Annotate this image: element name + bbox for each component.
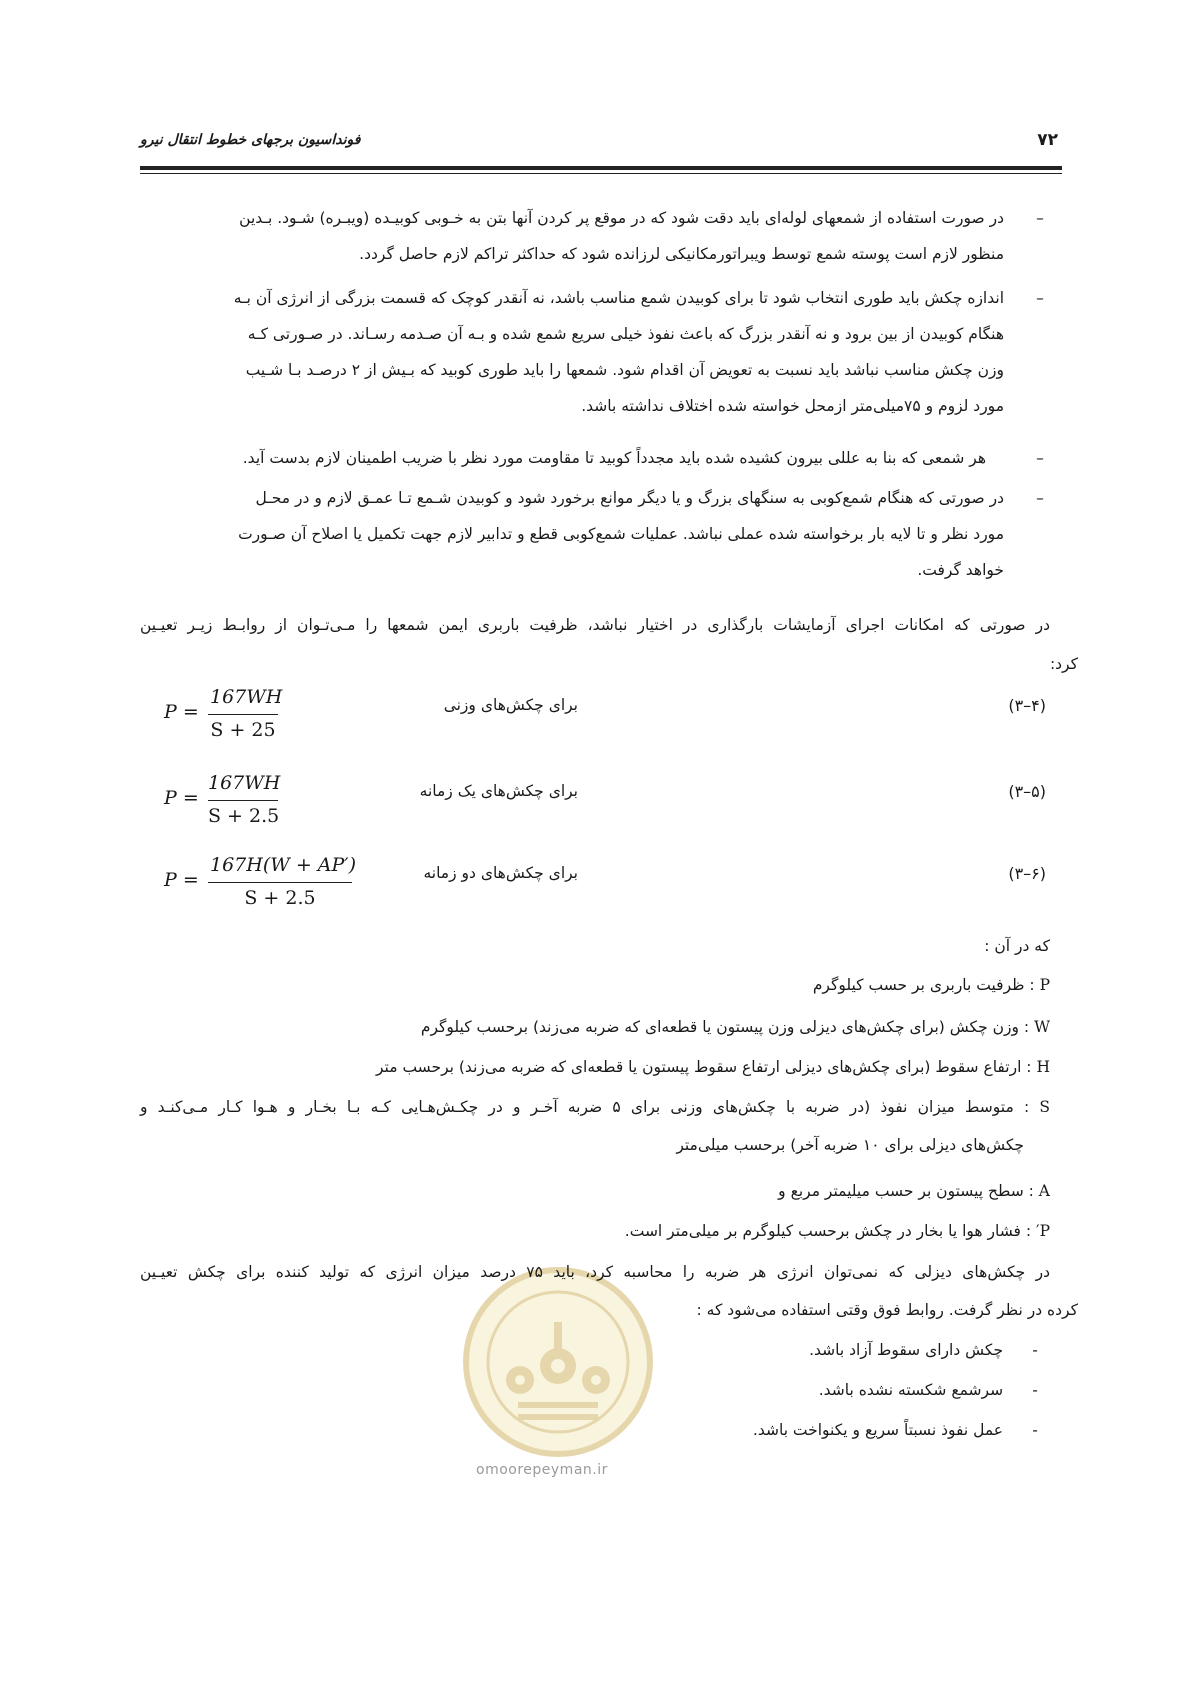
bullet-item <box>753 1412 1050 1448</box>
definition-item <box>140 1088 1050 1164</box>
bullet-item <box>140 200 1050 272</box>
formula-row <box>140 854 1050 914</box>
bullet-line: خواهد گرفت. <box>917 561 1004 579</box>
definition-text: : ظرفیت باربری بر حسب کیلوگرم <box>812 976 1035 994</box>
formula-lhs: P = <box>164 701 199 723</box>
running-header <box>140 128 1062 162</box>
formula-row <box>140 772 1050 832</box>
formula-description: برای چکش‌های وزنی <box>443 696 578 714</box>
definition-symbol: P′ <box>1036 1222 1050 1240</box>
bullet-text: چکش دارای سقوط آزاد باشد. <box>809 1341 1004 1359</box>
fraction-bar <box>208 800 278 801</box>
paragraph-line: کرد: <box>1049 655 1078 673</box>
bullet-item <box>809 1332 1050 1368</box>
formula-denominator: S + 2.5 <box>208 805 280 827</box>
bullet-marker: - <box>1032 1341 1038 1359</box>
paragraph-line: در صورتی که امکانات اجرای آزمایشات بارگذاری در اختیار نباشد، ظرفیت باربری ایمن شمعها را مـی‌تـوان از روابـط زیـر تعیـین <box>140 616 1050 634</box>
bullet-line: هر شمعی که بنا به عللی بیرون کشیده شده باید مجدداً کوبید تا مقاومت مورد نظر با ضریب اطمینان لازم بدست آید. <box>242 449 986 467</box>
fraction-bar <box>208 714 278 715</box>
definition-symbol: P <box>1039 976 1050 994</box>
bullet-line: اندازه چکش باید طوری انتخاب شود تا برای کوبیدن شمع مناسب باشد، نه آنقدر کوچک که قسمت بزرگی از انرژی آن بـه <box>233 289 1004 307</box>
bullet-item <box>819 1372 1050 1408</box>
definition-symbol: S <box>1039 1098 1050 1116</box>
formula-numerator: 167WH <box>208 772 281 794</box>
bullet-marker: – <box>1036 449 1044 467</box>
formula-numerator: 167WH <box>210 686 283 708</box>
fraction-bar <box>208 882 352 883</box>
definition-continuation: چکش‌های دیزلی برای ۱۰ ضربه آخر) برحسب میلی‌متر <box>676 1136 1024 1154</box>
formula-row <box>140 686 1050 746</box>
where-label: که در آن : <box>984 937 1050 955</box>
definition-text: : ارتفاع سقوط (برای چکش‌های دیزلی ارتفاع سقوط پیستون یا قطعه‌ای که ضربه می‌زند) برحسب متر <box>376 1058 1032 1076</box>
formula-numerator: 167H(W + AP′) <box>210 854 357 876</box>
definition-item <box>140 966 1050 1004</box>
paragraph-line: در چکش‌های دیزلی که نمی‌توان انرژی هر ضربه را محاسبه کرد، باید ۷۵ درصد میزان انرژی که تولید کننده برای چکش تعیـین <box>140 1263 1050 1281</box>
formula-description: برای چکش‌های یک زمانه <box>419 782 578 800</box>
watermark-url: omoorepeyman.ir <box>476 1462 608 1478</box>
definition-item <box>140 1048 1050 1086</box>
bullet-text: سرشمع شکسته نشده باشد. <box>818 1381 1004 1399</box>
bullet-text: عمل نفوذ نسبتاً سریع و یکنواخت باشد. <box>752 1421 1004 1439</box>
paragraph-line: کرده در نظر گرفت. روابط فوق وقتی استفاده می‌شود که : <box>696 1301 1078 1319</box>
header-rule-thick <box>140 166 1062 170</box>
bullet-marker: – <box>1036 289 1044 307</box>
closing-paragraph <box>140 1252 1050 1292</box>
bullet-line: در صورت استفاده از شمعهای لوله‌ای باید دقت شود که در موقع پر کردن آنها بتن به خـوبی کوبیـده (ویبـره) شـود. بـدین <box>239 209 1004 227</box>
equation-number: (۶–۳) <box>1008 864 1046 883</box>
omoorepeyman-logo-icon <box>458 1262 658 1462</box>
bullet-item <box>140 480 1050 590</box>
definition-symbol: H <box>1036 1058 1050 1076</box>
formula-lhs: P = <box>164 869 199 891</box>
definition-text: : سطح پیستون بر حسب میلیمتر مربع و <box>778 1182 1034 1200</box>
definition-item <box>140 1008 1050 1046</box>
formula-denominator: S + 2.5 <box>244 887 316 909</box>
bullet-line: مورد نظر و تا لایه بار برخواسته شده عملی نباشد. عملیات شمع‌کوبی قطع و تدابیر لازم جهت تکمیل یا اصلاح آن صـورت <box>238 525 1004 543</box>
definition-symbol: A <box>1038 1182 1050 1200</box>
equation-number: (۵–۳) <box>1008 782 1046 801</box>
bullet-marker: – <box>1036 489 1044 507</box>
formula-description: برای چکش‌های دو زمانه <box>423 864 578 882</box>
bullet-line: هنگام کوبیدن از بین برود و نه آنقدر بزرگ که باعث نفوذ خیلی سریع شمع شده و بـه آن صـدمه رسـاند. در صـورتی کـه <box>247 325 1004 343</box>
definition-text: : فشار هوا یا بخار در چکش برحسب کیلوگرم بر میلی‌متر است. <box>624 1222 1032 1240</box>
definition-text: : وزن چکش (برای چکش‌های دیزلی وزن پیستون یا قطعه‌ای که ضربه می‌زند) برحسب کیلوگرم <box>420 1018 1030 1036</box>
bullet-item <box>140 280 1050 424</box>
header-rule-thin <box>140 173 1062 174</box>
formula-denominator: S + 25 <box>210 719 276 741</box>
definition-item <box>140 1172 1050 1210</box>
formula-lhs: P = <box>164 787 199 809</box>
intro-paragraph <box>140 605 1050 645</box>
bullet-item <box>140 440 1050 476</box>
bullet-line: در صورتی که هنگام شمع‌کوبی به سنگهای بزرگ و یا دیگر موانع برخورد شود و کوبیدن شـمع تـا عمـق لازم و در محـل <box>255 489 1004 507</box>
bullet-line: منظور لازم است پوسته شمع توسط ویبراتورمکانیکی لرزانده شود که حداکثر تراکم لازم حاصل گردد. <box>359 245 1004 263</box>
bullet-marker: - <box>1032 1381 1038 1399</box>
bullet-marker: - <box>1032 1421 1038 1439</box>
book-title: فونداسیون برجهای خطوط انتقال نیرو <box>140 132 361 148</box>
bullet-line: مورد لزوم و ۷۵میلی‌متر ازمحل خواسته شده اختلاف نداشته باشد. <box>581 397 1004 415</box>
page-number: ۷۲ <box>1037 130 1058 150</box>
definition-symbol: W <box>1034 1018 1050 1036</box>
definition-item <box>140 1212 1050 1250</box>
bullet-line: وزن چکش مناسب نباشد باید نسبت به تعویض آن اقدام شود. شمعها را باید طوری کوبید که بـیش از ۲ درصـد بـا شـیب <box>245 361 1004 379</box>
definition-text: : متوسط میزان نفوذ (در ضربه با چکش‌های وزنی برای ۵ ضربه آخـر و در چکـش‌هـایی کـه بـا بخـار و هـوا کـار مـی‌کنـد و <box>140 1098 1030 1116</box>
equation-number: (۴–۳) <box>1008 696 1046 715</box>
bullet-marker: – <box>1036 209 1044 227</box>
